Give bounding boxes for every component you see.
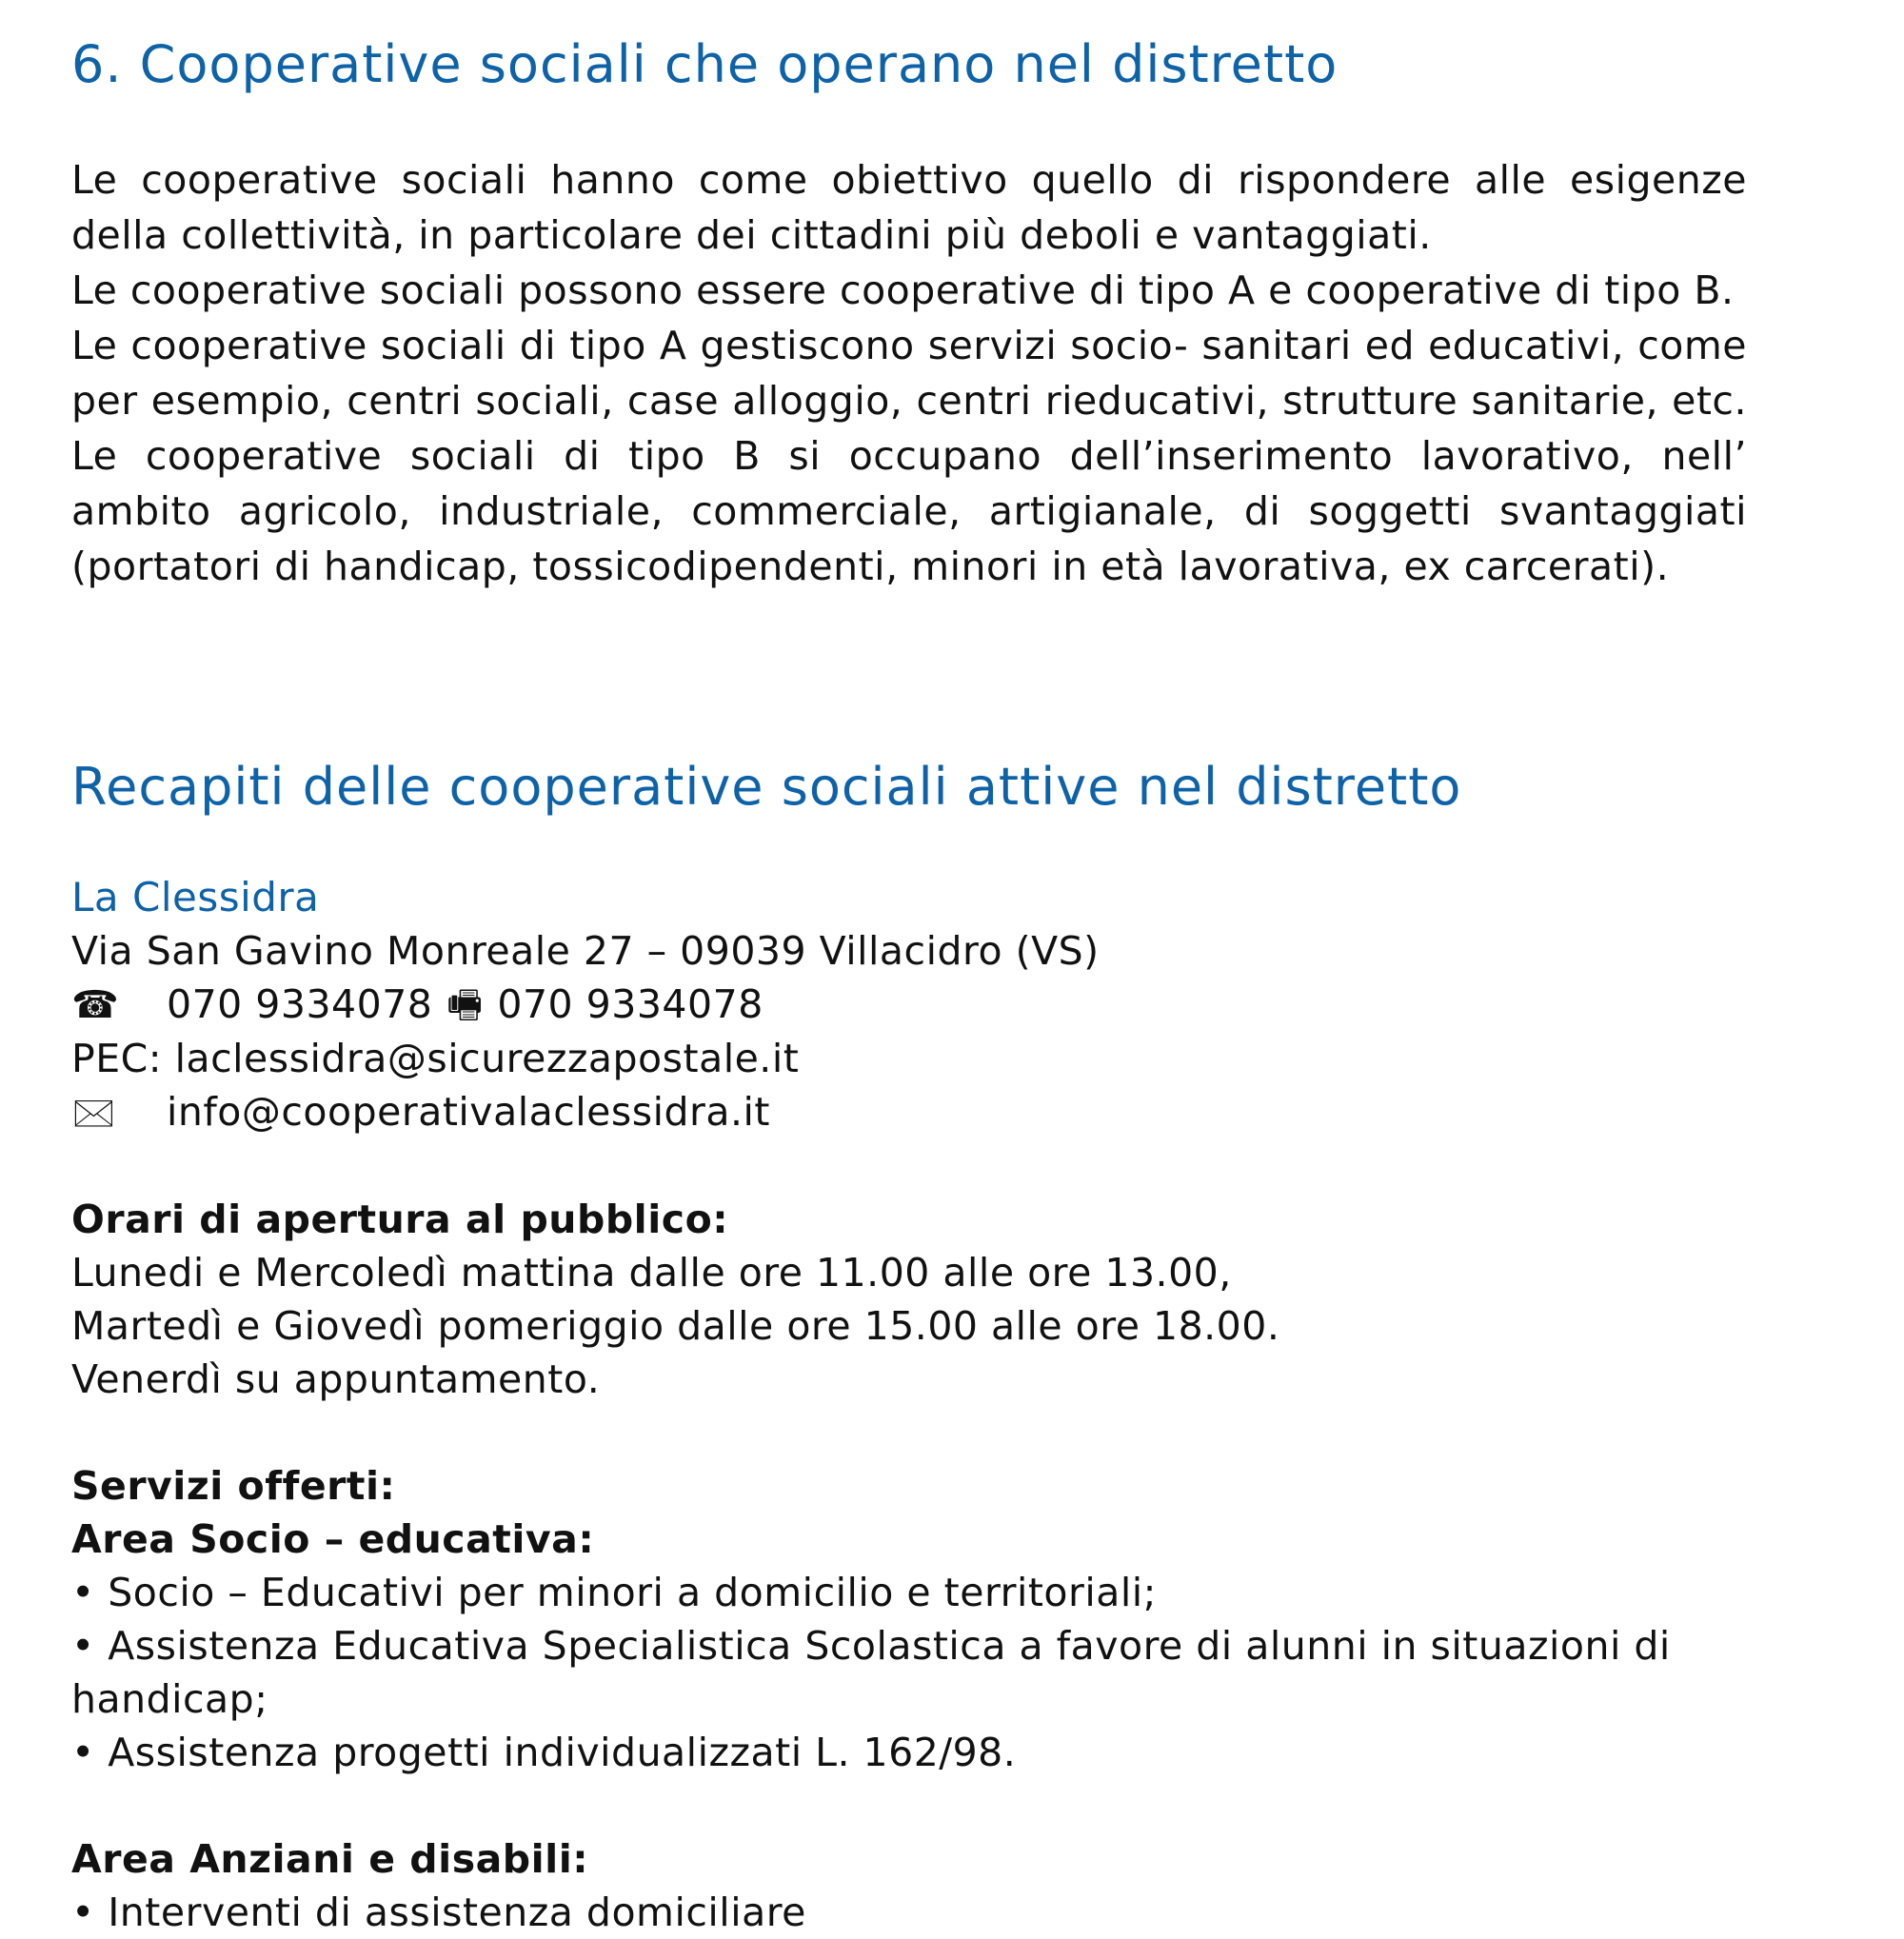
- hours-line: Martedì e Giovedì pomeriggio dalle ore 15.00 alle ore 18.00.: [71, 1303, 1280, 1349]
- area-anziani-disabili-title: Area Anziani e disabili:: [71, 1836, 589, 1882]
- hours-line: Lunedi e Mercoledì mattina dalle ore 11.00 alle ore 13.00,: [71, 1250, 1232, 1296]
- phone-fax-line: [71, 978, 1785, 1032]
- section-title: 6. Cooperative sociali che operano nel distretto: [71, 34, 1339, 94]
- fax-number: 070 9334078: [497, 981, 764, 1027]
- intro-paragraph-3: Le cooperative sociali di tipo A gestiscono servizi socio- sanitari ed educativi, come per esempio, centri sociali, case alloggio, centri rieducativi, strutture sanitarie, etc. Le cooperative sociali di tipo B si occupano dell’inserimento lavorativo, nell’ ambito agricolo, industriale, commerciale, artigianale, di soggetti svantaggiati (portatori di handicap, tossicodipendenti, minori in età lavorativa, ex carcerati).: [71, 323, 1747, 589]
- intro-paragraph-2: Le cooperative sociali possono essere cooperative di tipo A e cooperative di tipo B.: [71, 267, 1735, 313]
- email-address: info@cooperativalaclessidra.it: [167, 1089, 770, 1135]
- contacts-title: Recapiti delle cooperative sociali attive nel distretto: [71, 757, 1462, 817]
- spacer: [71, 1406, 1785, 1459]
- service-item: • Interventi di assistenza domiciliare: [71, 1890, 806, 1935]
- email-line: [71, 1085, 1785, 1139]
- coop-contact-block: [71, 871, 1785, 1939]
- service-item: • Assistenza Educativa Specialistica Scolastica a favore di alunni in situazioni di handicap;: [71, 1623, 1671, 1722]
- intro-paragraph-1: Le cooperative sociali hanno come obiettivo quello di rispondere alle esigenze della collettività, in particolare dei cittadini più deboli e vantaggiati.: [71, 157, 1747, 258]
- envelope-icon: 🖂: [71, 1091, 117, 1135]
- intro-text: [71, 152, 1747, 594]
- coop-name: La Clessidra: [71, 874, 320, 920]
- pec-address: PEC: laclessidra@sicurezzapostale.it: [71, 1036, 800, 1081]
- service-item: • Socio – Educativi per minori a domicilio e territoriali;: [71, 1570, 1157, 1615]
- service-item: • Assistenza progetti individualizzati L. 162/98.: [71, 1730, 1017, 1775]
- spacer: [71, 1779, 1785, 1832]
- telephone-icon: ☎: [71, 983, 120, 1027]
- phone-number: 070 9334078: [167, 981, 433, 1027]
- coop-address: Via San Gavino Monreale 27 – 09039 Villacidro (VS): [71, 928, 1100, 974]
- fax-icon: 🖷: [446, 983, 484, 1027]
- hours-title: Orari di apertura al pubblico:: [71, 1197, 729, 1242]
- area-socio-educativa-title: Area Socio – educativa:: [71, 1516, 595, 1562]
- spacer: [71, 1139, 1785, 1193]
- services-title: Servizi offerti:: [71, 1463, 396, 1509]
- hours-line: Venerdì su appuntamento.: [71, 1356, 601, 1402]
